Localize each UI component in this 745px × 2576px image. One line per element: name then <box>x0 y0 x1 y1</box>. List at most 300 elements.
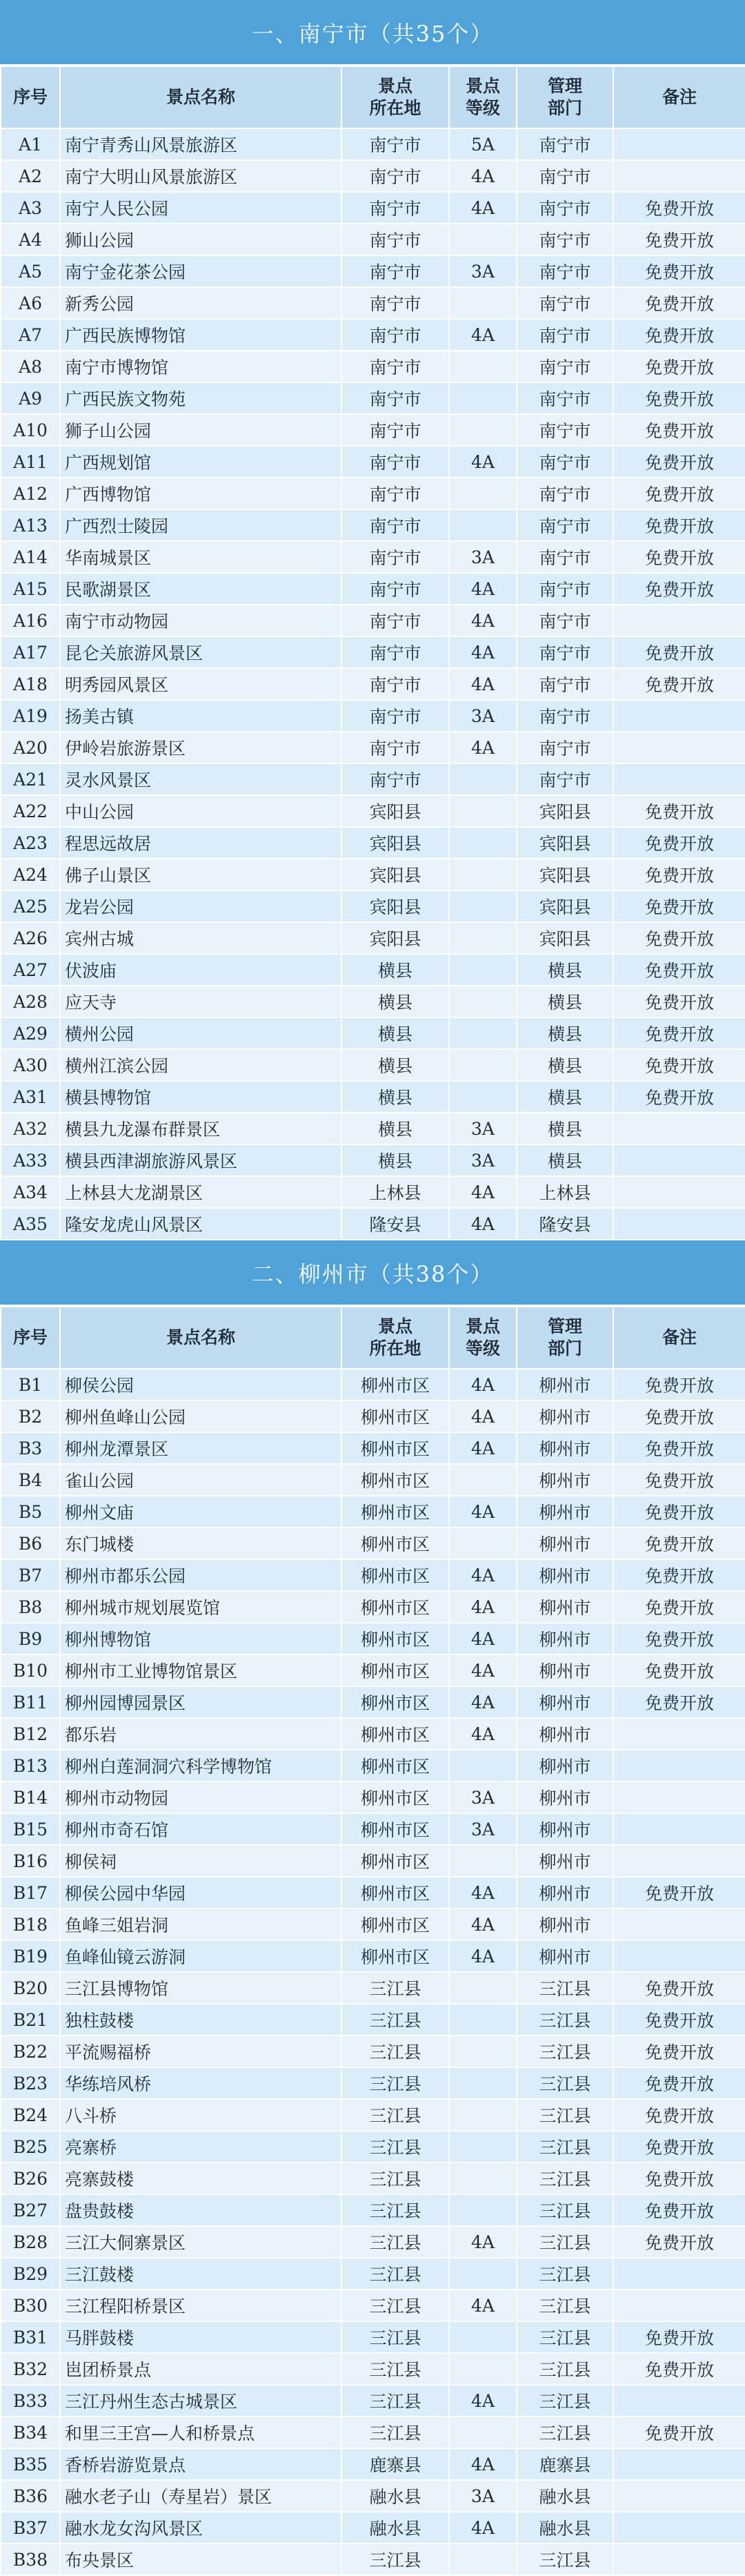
cell-location: 隆安县 <box>341 1208 449 1240</box>
cell-department: 柳州市 <box>517 1782 613 1813</box>
table-row <box>1 890 745 922</box>
cell-department: 南宁市 <box>517 446 613 478</box>
table-row <box>1 1718 745 1750</box>
cell-note: 免费开放 <box>613 1081 745 1113</box>
cell-level <box>449 287 517 319</box>
cell-id: A35 <box>1 1208 60 1240</box>
table-row <box>1 160 745 192</box>
cell-note <box>613 1782 745 1813</box>
cell-name: 华南城景区 <box>60 541 341 573</box>
cell-location: 南宁市 <box>341 668 449 700</box>
cell-name: 宾州古城 <box>60 922 341 954</box>
table-row <box>1 1655 745 1686</box>
cell-name: 和里三王宫—人和桥景点 <box>60 2417 341 2448</box>
cell-department: 南宁市 <box>517 255 613 287</box>
cell-department: 隆安县 <box>517 1208 613 1240</box>
column-header-level: 景点 等级 <box>449 66 517 128</box>
table-row <box>1 2036 745 2067</box>
cell-id: B8 <box>1 1591 60 1623</box>
cell-note <box>613 763 745 795</box>
cell-department: 横县 <box>517 1049 613 1081</box>
cell-name: 八斗桥 <box>60 2099 341 2131</box>
cell-location: 柳州市区 <box>341 1464 449 1496</box>
cell-note: 免费开放 <box>613 1655 745 1686</box>
cell-id: B11 <box>1 1686 60 1718</box>
cell-department: 三江县 <box>517 2544 613 2575</box>
cell-name: 佛子山景区 <box>60 859 341 890</box>
cell-id: B16 <box>1 1845 60 1877</box>
table-row <box>1 478 745 509</box>
table-row <box>1 636 745 668</box>
cell-location: 上林县 <box>341 1176 449 1208</box>
cell-location: 融水县 <box>341 2480 449 2512</box>
cell-location: 柳州市区 <box>341 1655 449 1686</box>
cell-department: 南宁市 <box>517 478 613 509</box>
cell-level: 3A <box>449 541 517 573</box>
cell-location: 宾阳县 <box>341 795 449 827</box>
cell-note <box>613 2480 745 2512</box>
cell-department: 南宁市 <box>517 414 613 446</box>
cell-department: 南宁市 <box>517 732 613 763</box>
cell-id: B34 <box>1 2417 60 2448</box>
cell-level: 4A <box>449 1369 517 1401</box>
cell-name: 中山公园 <box>60 795 341 827</box>
cell-note: 免费开放 <box>613 414 745 446</box>
cell-id: B3 <box>1 1432 60 1464</box>
cell-level: 4A <box>449 2226 517 2258</box>
cell-id: A6 <box>1 287 60 319</box>
table-row <box>1 1686 745 1718</box>
cell-department: 三江县 <box>517 2163 613 2194</box>
cell-name: 雀山公园 <box>60 1464 341 1496</box>
cell-id: A23 <box>1 827 60 859</box>
header-row <box>1 1307 745 1369</box>
cell-name: 三江县博物馆 <box>60 1972 341 2004</box>
table-row <box>1 732 745 763</box>
table-row <box>1 2417 745 2448</box>
table-row <box>1 1113 745 1144</box>
attractions-table <box>0 1306 745 2576</box>
cell-id: B19 <box>1 1940 60 1972</box>
cell-department: 南宁市 <box>517 605 613 636</box>
cell-name: 柳州文庙 <box>60 1496 341 1528</box>
cell-level <box>449 2321 517 2353</box>
cell-name: 东门城楼 <box>60 1528 341 1559</box>
cell-id: A17 <box>1 636 60 668</box>
cell-department: 柳州市 <box>517 1623 613 1655</box>
cell-level: 4A <box>449 1432 517 1464</box>
cell-location: 柳州市区 <box>341 1686 449 1718</box>
cell-department: 柳州市 <box>517 1464 613 1496</box>
cell-level <box>449 1049 517 1081</box>
cell-department: 柳州市 <box>517 1655 613 1686</box>
column-header-department: 管理 部门 <box>517 1307 613 1369</box>
table-row <box>1 1176 745 1208</box>
cell-name: 鱼峰仙镜云游洞 <box>60 1940 341 1972</box>
cell-name: 伊岭岩旅游景区 <box>60 732 341 763</box>
cell-name: 柳州鱼峰山公园 <box>60 1401 341 1432</box>
cell-level: 4A <box>449 2512 517 2544</box>
cell-department: 柳州市 <box>517 1845 613 1877</box>
table-row <box>1 2448 745 2480</box>
column-header-location: 景点 所在地 <box>341 1307 449 1369</box>
cell-id: A12 <box>1 478 60 509</box>
cell-department: 柳州市 <box>517 1528 613 1559</box>
cell-location: 南宁市 <box>341 351 449 382</box>
cell-department: 南宁市 <box>517 700 613 732</box>
cell-department: 横县 <box>517 1081 613 1113</box>
cell-location: 三江县 <box>341 2163 449 2194</box>
cell-note: 免费开放 <box>613 1623 745 1655</box>
table-row <box>1 1464 745 1496</box>
table-row <box>1 954 745 986</box>
cell-note: 免费开放 <box>613 1528 745 1559</box>
cell-note: 免费开放 <box>613 954 745 986</box>
cell-location: 南宁市 <box>341 192 449 224</box>
cell-id: B18 <box>1 1909 60 1940</box>
table-row <box>1 827 745 859</box>
cell-level <box>449 1972 517 2004</box>
cell-name: 横县九龙瀑布群景区 <box>60 1113 341 1144</box>
cell-name: 灵水风景区 <box>60 763 341 795</box>
cell-id: A10 <box>1 414 60 446</box>
cell-level: 4A <box>449 732 517 763</box>
cell-name: 横州公园 <box>60 1017 341 1049</box>
cell-level <box>449 382 517 414</box>
cell-level <box>449 224 517 255</box>
cell-id: A14 <box>1 541 60 573</box>
cell-id: A29 <box>1 1017 60 1049</box>
cell-id: A4 <box>1 224 60 255</box>
cell-location: 柳州市区 <box>341 1813 449 1845</box>
cell-name: 柳州市奇石馆 <box>60 1813 341 1845</box>
cell-department: 三江县 <box>517 1972 613 2004</box>
cell-note: 免费开放 <box>613 2036 745 2067</box>
cell-location: 横县 <box>341 986 449 1017</box>
cell-location: 柳州市区 <box>341 1401 449 1432</box>
cell-department: 横县 <box>517 986 613 1017</box>
cell-note: 免费开放 <box>613 446 745 478</box>
cell-location: 三江县 <box>341 2353 449 2385</box>
cell-department: 横县 <box>517 954 613 986</box>
cell-department: 三江县 <box>517 2131 613 2163</box>
cell-note <box>613 1208 745 1240</box>
cell-level <box>449 2194 517 2226</box>
cell-level <box>449 2163 517 2194</box>
column-header-note: 备注 <box>613 66 745 128</box>
table-row <box>1 2480 745 2512</box>
cell-note <box>613 700 745 732</box>
cell-name: 独柱鼓楼 <box>60 2004 341 2036</box>
cell-level: 4A <box>449 2290 517 2321</box>
cell-note <box>613 1718 745 1750</box>
table-row <box>1 1208 745 1240</box>
cell-id: B1 <box>1 1369 60 1401</box>
cell-note: 免费开放 <box>613 1972 745 2004</box>
cell-level <box>449 2099 517 2131</box>
cell-level: 3A <box>449 700 517 732</box>
table-row <box>1 1081 745 1113</box>
cell-name: 柳州城市规划展览馆 <box>60 1591 341 1623</box>
cell-id: A21 <box>1 763 60 795</box>
cell-location: 柳州市区 <box>341 1369 449 1401</box>
table-row <box>1 2385 745 2417</box>
table-row <box>1 1972 745 2004</box>
cell-location: 横县 <box>341 954 449 986</box>
cell-note: 免费开放 <box>613 1686 745 1718</box>
cell-level: 3A <box>449 1782 517 1813</box>
cell-note: 免费开放 <box>613 2226 745 2258</box>
cell-level <box>449 2067 517 2099</box>
cell-level <box>449 414 517 446</box>
cell-name: 昆仑关旅游风景区 <box>60 636 341 668</box>
cell-name: 伏波庙 <box>60 954 341 986</box>
cell-location: 三江县 <box>341 2258 449 2290</box>
cell-department: 柳州市 <box>517 1686 613 1718</box>
cell-location: 柳州市区 <box>341 1909 449 1940</box>
cell-id: B36 <box>1 2480 60 2512</box>
cell-name: 岜团桥景点 <box>60 2353 341 2385</box>
table-row <box>1 1559 745 1591</box>
column-header-location: 景点 所在地 <box>341 66 449 128</box>
cell-note: 免费开放 <box>613 287 745 319</box>
cell-location: 横县 <box>341 1017 449 1049</box>
cell-location: 南宁市 <box>341 636 449 668</box>
cell-name: 程思远故居 <box>60 827 341 859</box>
cell-id: B25 <box>1 2131 60 2163</box>
cell-level <box>449 859 517 890</box>
cell-location: 三江县 <box>341 2004 449 2036</box>
cell-level <box>449 2258 517 2290</box>
cell-location: 南宁市 <box>341 160 449 192</box>
table-row <box>1 382 745 414</box>
cell-note <box>613 2290 745 2321</box>
cell-name: 广西博物馆 <box>60 478 341 509</box>
cell-note <box>613 1909 745 1940</box>
table-row <box>1 2321 745 2353</box>
header-row <box>1 66 745 128</box>
cell-id: B37 <box>1 2512 60 2544</box>
cell-name: 横县博物馆 <box>60 1081 341 1113</box>
cell-id: B33 <box>1 2385 60 2417</box>
cell-name: 横州江滨公园 <box>60 1049 341 1081</box>
cell-name: 民歌湖景区 <box>60 573 341 605</box>
table-row <box>1 1401 745 1432</box>
cell-id: B24 <box>1 2099 60 2131</box>
cell-id: A32 <box>1 1113 60 1144</box>
cell-id: B5 <box>1 1496 60 1528</box>
cell-note: 免费开放 <box>613 541 745 573</box>
cell-id: A28 <box>1 986 60 1017</box>
cell-location: 三江县 <box>341 2417 449 2448</box>
column-header-name: 景点名称 <box>60 1307 341 1369</box>
cell-department: 柳州市 <box>517 1401 613 1432</box>
cell-location: 南宁市 <box>341 224 449 255</box>
cell-level <box>449 2353 517 2385</box>
cell-department: 南宁市 <box>517 763 613 795</box>
cell-id: B21 <box>1 2004 60 2036</box>
cell-location: 宾阳县 <box>341 922 449 954</box>
cell-level: 3A <box>449 255 517 287</box>
column-header-name: 景点名称 <box>60 66 341 128</box>
cell-location: 柳州市区 <box>341 1623 449 1655</box>
cell-id: A25 <box>1 890 60 922</box>
cell-level <box>449 2036 517 2067</box>
cell-id: A7 <box>1 319 60 351</box>
cell-id: A3 <box>1 192 60 224</box>
table-row <box>1 2067 745 2099</box>
cell-name: 广西规划馆 <box>60 446 341 478</box>
cell-level <box>449 763 517 795</box>
cell-level: 4A <box>449 1591 517 1623</box>
cell-id: B23 <box>1 2067 60 2099</box>
cell-level <box>449 890 517 922</box>
cell-note: 免费开放 <box>613 1401 745 1432</box>
cell-level: 4A <box>449 1208 517 1240</box>
cell-note: 免费开放 <box>613 351 745 382</box>
table-row <box>1 351 745 382</box>
cell-location: 南宁市 <box>341 255 449 287</box>
cell-location: 南宁市 <box>341 732 449 763</box>
cell-level <box>449 986 517 1017</box>
cell-level: 4A <box>449 319 517 351</box>
cell-name: 亮寨鼓楼 <box>60 2163 341 2194</box>
cell-location: 柳州市区 <box>341 1528 449 1559</box>
cell-location: 南宁市 <box>341 287 449 319</box>
cell-level: 4A <box>449 1559 517 1591</box>
table-row <box>1 1144 745 1176</box>
cell-id: A16 <box>1 605 60 636</box>
cell-location: 柳州市区 <box>341 1940 449 1972</box>
cell-location: 三江县 <box>341 2194 449 2226</box>
cell-note <box>613 605 745 636</box>
cell-department: 三江县 <box>517 2036 613 2067</box>
table-row <box>1 224 745 255</box>
cell-note: 免费开放 <box>613 1496 745 1528</box>
cell-name: 应天寺 <box>60 986 341 1017</box>
table-row <box>1 2353 745 2385</box>
cell-level: 4A <box>449 1176 517 1208</box>
table-row <box>1 1909 745 1940</box>
cell-level: 4A <box>449 446 517 478</box>
table-row <box>1 795 745 827</box>
cell-level: 4A <box>449 1718 517 1750</box>
cell-department: 南宁市 <box>517 351 613 382</box>
cell-note <box>613 1176 745 1208</box>
table-row <box>1 1845 745 1877</box>
cell-department: 三江县 <box>517 2385 613 2417</box>
cell-note: 免费开放 <box>613 2099 745 2131</box>
cell-name: 南宁市博物馆 <box>60 351 341 382</box>
cell-id: B6 <box>1 1528 60 1559</box>
cell-note <box>613 2448 745 2480</box>
cell-level <box>449 954 517 986</box>
cell-id: B4 <box>1 1464 60 1496</box>
cell-level: 4A <box>449 2448 517 2480</box>
table-row <box>1 192 745 224</box>
cell-location: 南宁市 <box>341 509 449 541</box>
cell-level: 4A <box>449 1496 517 1528</box>
cell-department: 三江县 <box>517 2353 613 2385</box>
cell-note <box>613 1144 745 1176</box>
cell-id: B32 <box>1 2353 60 2385</box>
cell-department: 柳州市 <box>517 1909 613 1940</box>
cell-note <box>613 1113 745 1144</box>
cell-name: 南宁市动物园 <box>60 605 341 636</box>
cell-level <box>449 509 517 541</box>
cell-department: 柳州市 <box>517 1750 613 1782</box>
cell-location: 宾阳县 <box>341 827 449 859</box>
cell-id: A34 <box>1 1176 60 1208</box>
cell-level: 4A <box>449 192 517 224</box>
cell-id: B29 <box>1 2258 60 2290</box>
cell-location: 柳州市区 <box>341 1750 449 1782</box>
cell-location: 宾阳县 <box>341 859 449 890</box>
cell-location: 南宁市 <box>341 573 449 605</box>
table-row <box>1 2163 745 2194</box>
cell-name: 隆安龙虎山风景区 <box>60 1208 341 1240</box>
cell-note: 免费开放 <box>613 827 745 859</box>
cell-department: 柳州市 <box>517 1559 613 1591</box>
cell-name: 鱼峰三姐岩洞 <box>60 1909 341 1940</box>
cell-note: 免费开放 <box>613 382 745 414</box>
cell-department: 南宁市 <box>517 573 613 605</box>
table-row <box>1 605 745 636</box>
cell-note: 免费开放 <box>613 224 745 255</box>
cell-level <box>449 795 517 827</box>
cell-location: 柳州市区 <box>341 1496 449 1528</box>
cell-level <box>449 351 517 382</box>
cell-note <box>613 1940 745 1972</box>
cell-id: B17 <box>1 1877 60 1909</box>
cell-location: 南宁市 <box>341 446 449 478</box>
cell-note: 免费开放 <box>613 2163 745 2194</box>
table-row <box>1 859 745 890</box>
cell-department: 三江县 <box>517 2004 613 2036</box>
table-row <box>1 287 745 319</box>
table-row <box>1 1813 745 1845</box>
cell-name: 明秀园风景区 <box>60 668 341 700</box>
cell-id: B13 <box>1 1750 60 1782</box>
cell-id: B12 <box>1 1718 60 1750</box>
column-header-id: 序号 <box>1 66 60 128</box>
cell-location: 鹿寨县 <box>341 2448 449 2480</box>
table-row <box>1 668 745 700</box>
cell-id: B15 <box>1 1813 60 1845</box>
cell-name: 新秀公园 <box>60 287 341 319</box>
cell-location: 南宁市 <box>341 763 449 795</box>
cell-note: 免费开放 <box>613 573 745 605</box>
cell-note <box>613 1750 745 1782</box>
cell-id: B26 <box>1 2163 60 2194</box>
cell-note: 免费开放 <box>613 2067 745 2099</box>
cell-department: 南宁市 <box>517 636 613 668</box>
table-row <box>1 1877 745 1909</box>
cell-id: B28 <box>1 2226 60 2258</box>
cell-id: B7 <box>1 1559 60 1591</box>
cell-level: 4A <box>449 160 517 192</box>
column-header-department: 管理 部门 <box>517 66 613 128</box>
cell-note <box>613 128 745 160</box>
cell-level: 4A <box>449 1655 517 1686</box>
cell-department: 柳州市 <box>517 1813 613 1845</box>
cell-location: 横县 <box>341 1144 449 1176</box>
cell-location: 南宁市 <box>341 319 449 351</box>
cell-level: 4A <box>449 636 517 668</box>
cell-name: 广西民族博物馆 <box>60 319 341 351</box>
cell-location: 横县 <box>341 1081 449 1113</box>
cell-note: 免费开放 <box>613 2131 745 2163</box>
